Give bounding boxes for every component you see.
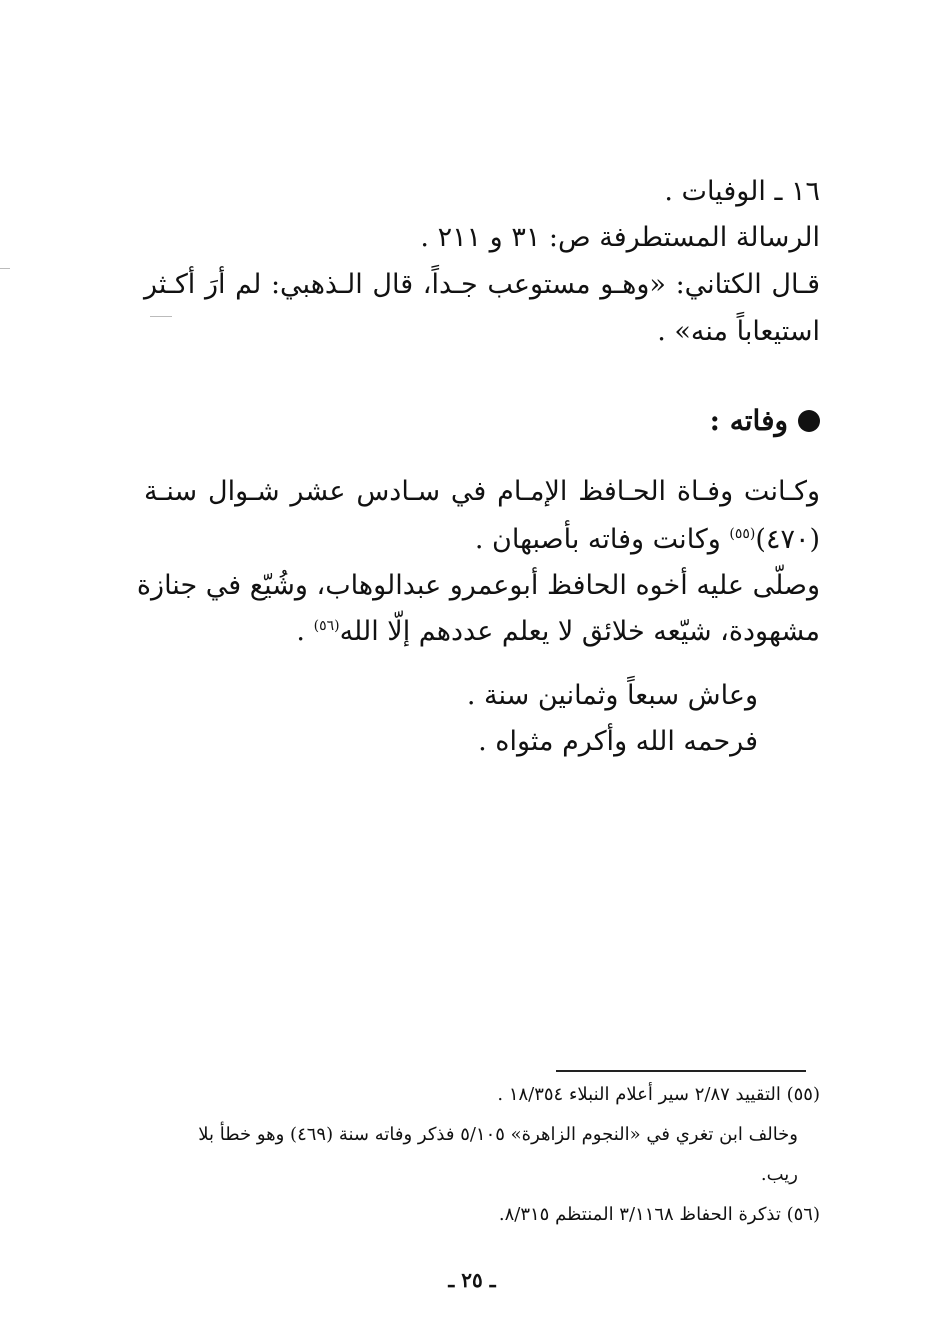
paragraph-2-line-1: وصلّى عليه أخوه الحافظ أبوعمرو عبدالوهاب، وشُيّع في جنازة	[136, 570, 820, 601]
scan-mark	[150, 316, 172, 317]
bullet-icon	[798, 410, 820, 432]
footnote-separator	[556, 1070, 806, 1072]
section-heading	[710, 404, 820, 437]
entry-16-quote-line-2: استيعاباً منه» .	[657, 316, 820, 347]
entry-16-title: ١٦ ـ الوفيات .	[664, 176, 820, 207]
paragraph-3: وعاش سبعاً وثمانين سنة .	[466, 680, 758, 711]
page-number: ـ ٢٥ ـ	[448, 1268, 496, 1292]
paragraph-1-line-2	[475, 520, 820, 560]
footnote-56: (٥٦) تذكرة الحفاظ ٣/١١٦٨ المنتظم ٨/٣١٥.	[498, 1204, 820, 1225]
entry-16-quote-line-1: قـال الكتاني: «وهـو مستوعب جـداً، قال الـذهبي: لم أرَ أكـثر	[144, 269, 820, 300]
entry-16-reference: الرسالة المستطرفة ص: ٣١ و ٢١١ .	[420, 222, 820, 253]
footnote-55-continuation-2: ريب.	[760, 1164, 798, 1185]
paragraph-4: فرحمه الله وأكرم مثواه .	[478, 726, 758, 757]
paragraph-2-line-2-text: مشهودة، شيّعه خلائق لا يعلم عددهم إلّا الله	[339, 616, 820, 647]
paragraph-1-line-1: وكـانت وفـاة الحـافظ الإمـام في سـادس عشر شـوال سنـة	[144, 476, 820, 507]
section-heading-text: وفاته :	[709, 404, 788, 437]
footnote-ref-55: (٥٥)	[729, 526, 756, 542]
paragraph-1-line-2-text: وكانت وفاته بأصبهان .	[474, 524, 730, 555]
footnote-55-continuation-1: وخالف ابن تغري في «النجوم الزاهرة» ٥/١٠٥ فذكر وفاته سنة (٤٦٩) وهو خطأ بلا	[198, 1124, 798, 1145]
year-text: (٤٧٠)	[755, 524, 820, 555]
paragraph-2-line-2	[296, 612, 820, 652]
footnote-55: (٥٥) التقييد ٢/٨٧ سير أعلام النبلاء ١٨/٣٥٤ .	[497, 1084, 820, 1105]
scan-mark	[0, 268, 10, 269]
footnote-ref-56: (٥٦)	[313, 618, 340, 634]
paragraph-2-line-2-end: .	[296, 616, 314, 647]
